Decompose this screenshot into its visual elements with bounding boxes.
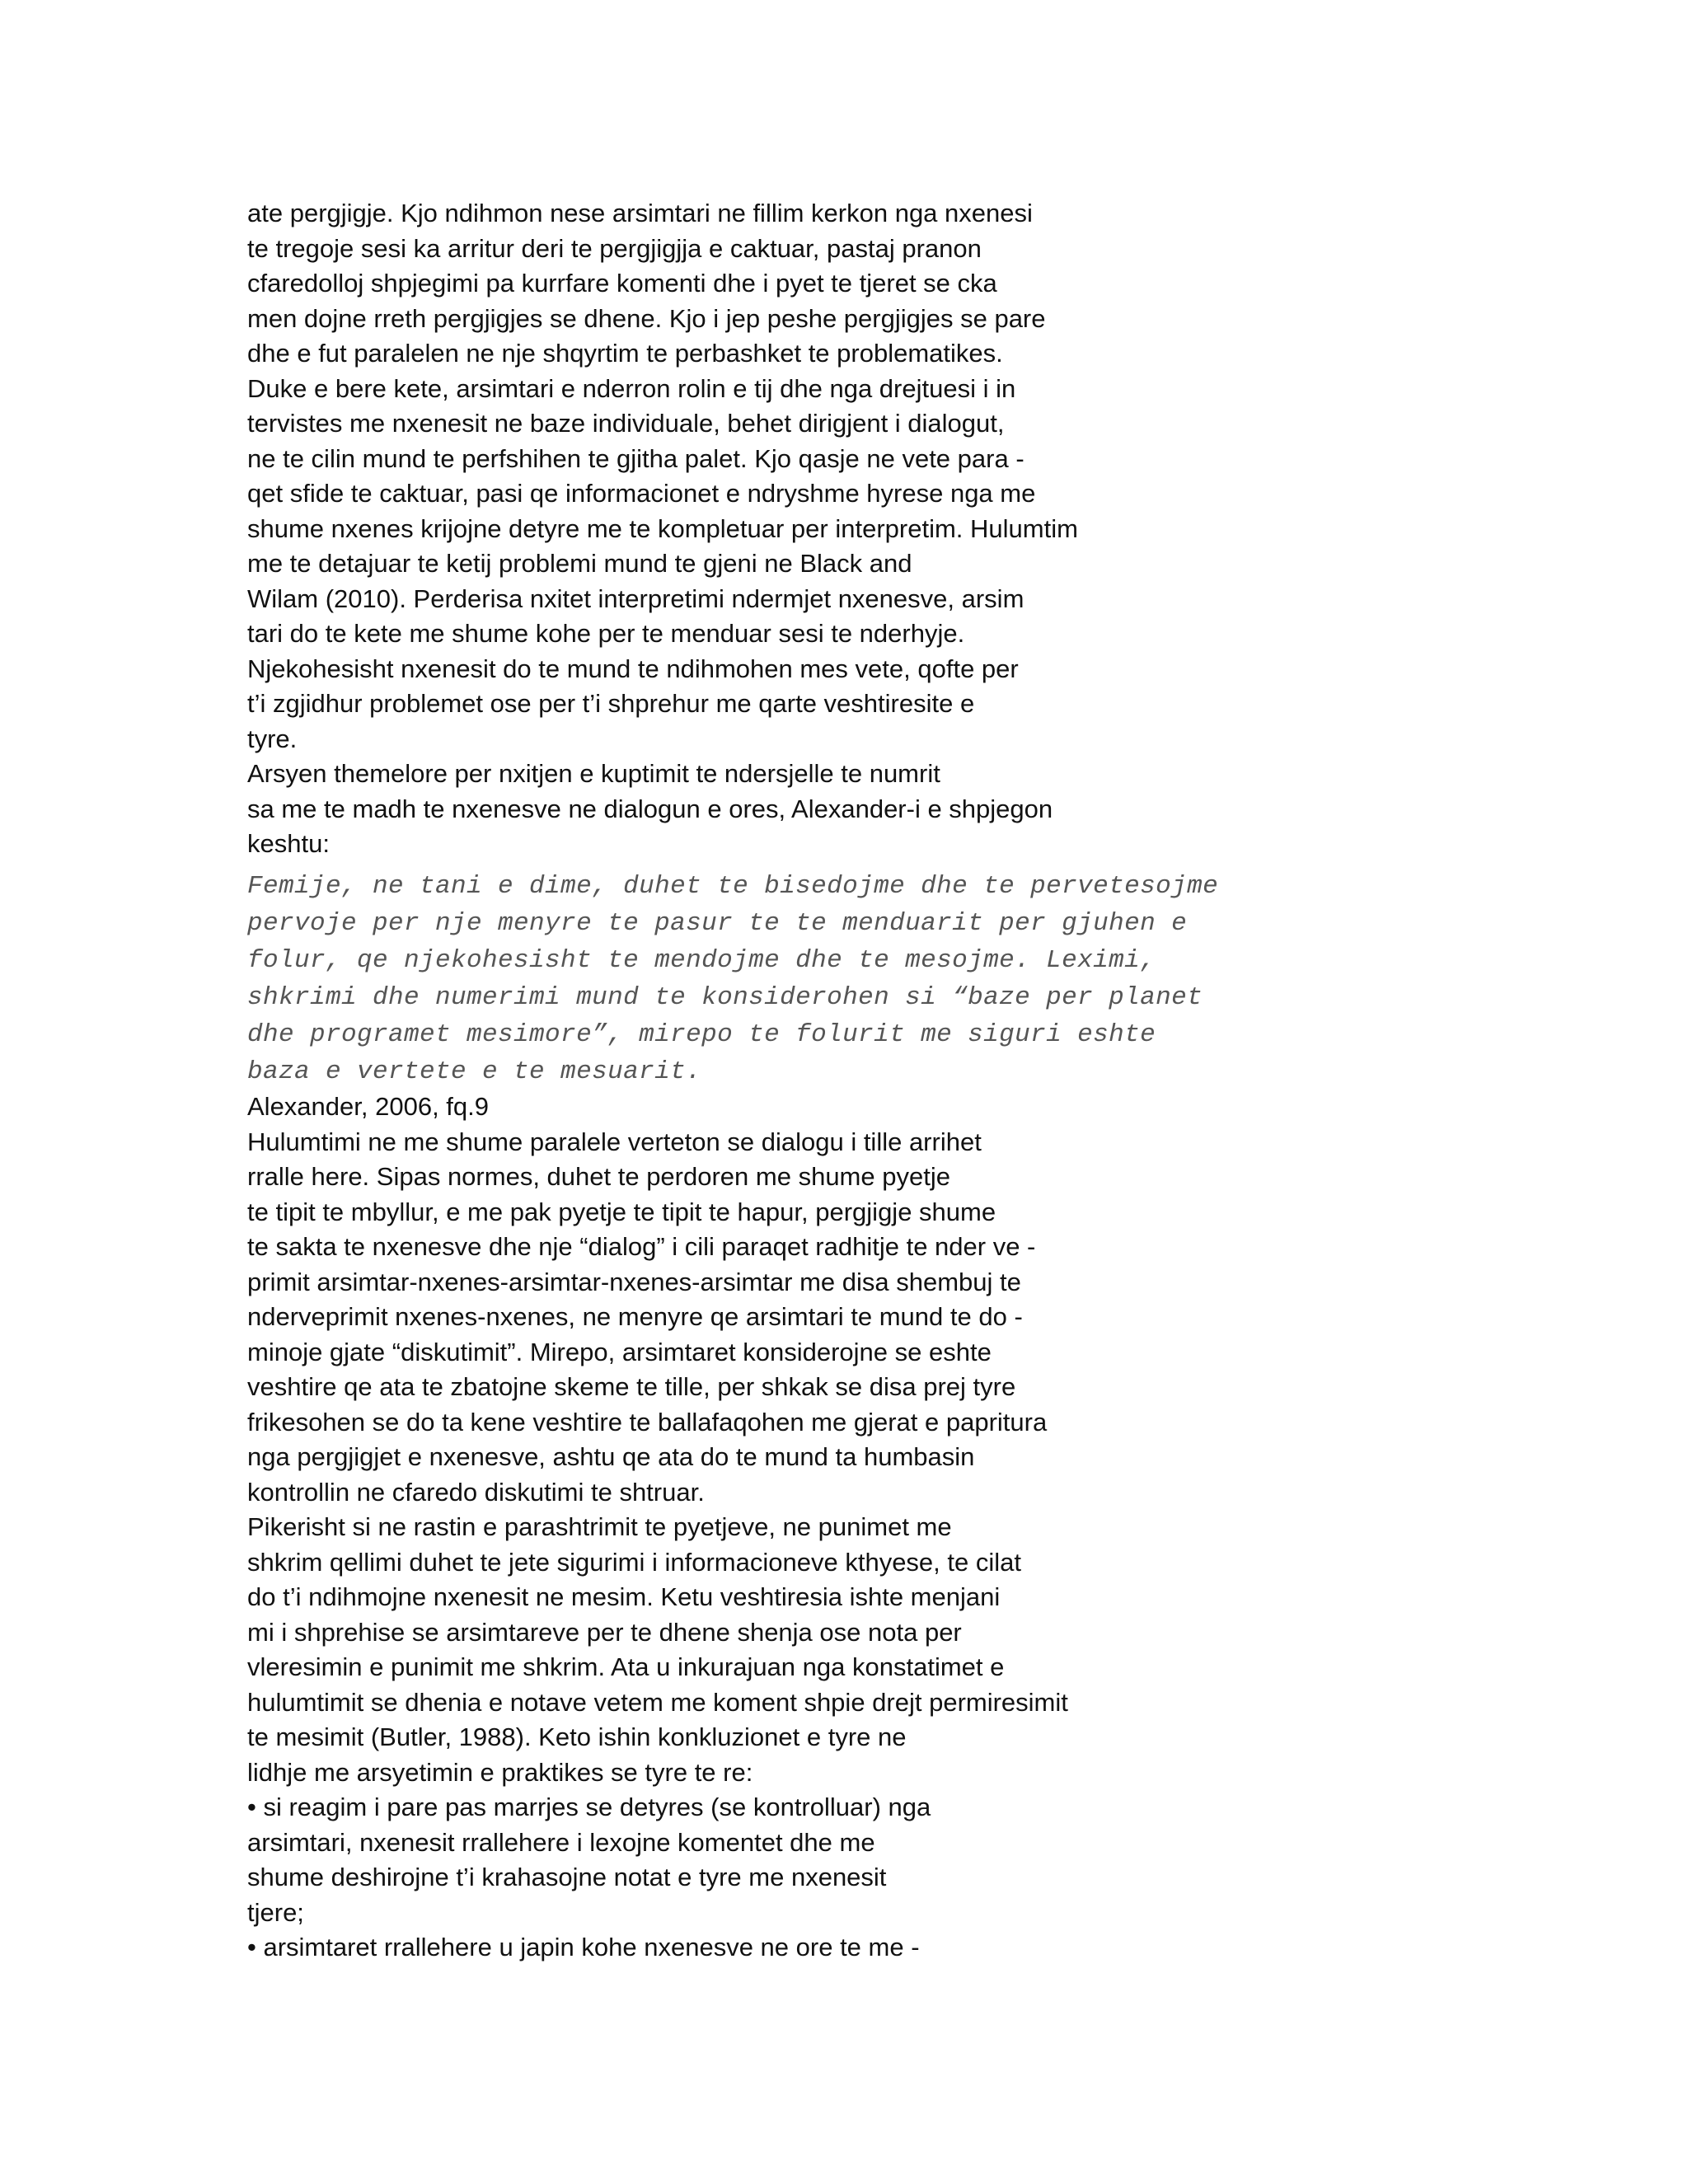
text-line: qet sfide te caktuar, pasi qe informacionet e ndryshme hyrese nga me	[247, 479, 1036, 508]
text-line: rralle here. Sipas normes, duhet te perdoren me shume pyetje	[247, 1162, 950, 1191]
text-line: tervistes me nxenesit ne baze individuale, behet dirigjent i dialogut,	[247, 409, 1005, 438]
text-line: arsimtari, nxenesit rrallehere i lexojne komentet dhe me	[247, 1827, 875, 1857]
text-line: cfaredolloj shpjegimi pa kurrfare komenti dhe i pyet te tjeret se cka	[247, 269, 997, 298]
text-line: te tipit te mbyllur, e me pak pyetje te tipit te hapur, pergjigje shume	[247, 1197, 996, 1226]
bullet-item: • si reagim i pare pas marrjes se detyres (se kontrolluar) nga	[247, 1793, 931, 1821]
quote-line: folur, qe njekohesisht te mendojme dhe te mesojme. Leximi,	[247, 946, 1156, 975]
block-quote	[247, 868, 1467, 1090]
text-line: nga pergjigjet e nxenesve, ashtu qe ata do te mund ta humbasin	[247, 1442, 975, 1471]
text-line: Njekohesisht nxenesit do te mund te ndihmohen mes vete, qofte per	[247, 654, 1019, 683]
text-line: Hulumtimi ne me shume paralele verteton se dialogu i tille arrihet	[247, 1127, 982, 1156]
text-line: nderveprimit nxenes-nxenes, ne menyre qe arsimtari te mund te do -	[247, 1302, 1023, 1331]
text-line: lidhje me arsyetimin e praktikes se tyre te re:	[247, 1757, 753, 1787]
text-line: tari do te kete me shume kohe per te menduar sesi te nderhyje.	[247, 619, 965, 648]
citation: Alexander, 2006, fq.9	[247, 1092, 490, 1121]
text-line: ate pergjigje. Kjo ndihmon nese arsimtari ne fillim kerkon nga nxenesi	[247, 199, 1033, 227]
text-line: shkrim qellimi duhet te jete sigurimi i informacioneve kthyese, te cilat	[247, 1547, 1021, 1577]
text-line: tjere;	[247, 1897, 304, 1927]
text-line: tyre.	[247, 724, 298, 753]
text-line: keshtu:	[247, 829, 330, 858]
quote-line: dhe programet mesimore”, mirepo te folurit me siguri eshte	[247, 1020, 1156, 1049]
text-line: Wilam (2010). Perderisa nxitet interpretimi ndermjet nxenesve, arsim	[247, 583, 1025, 613]
bullet-item: • arsimtaret rrallehere u japin kohe nxenesve ne ore te me -	[247, 1933, 920, 1961]
text-line: veshtire qe ata te zbatojne skeme te tille, per shkak se disa prej tyre	[247, 1372, 1016, 1401]
text-line: Arsyen themelore per nxitjen e kuptimit te ndersjelle te numrit	[247, 759, 940, 788]
quote-line: shkrimi dhe numerimi mund te konsiderohen si “baze per planet	[247, 983, 1203, 1012]
text-line: frikesohen se do ta kene veshtire te ballafaqohen me gjerat e papritura	[247, 1407, 1048, 1436]
text-line: vleresimin e punimit me shkrim. Ata u inkurajuan nga konstatimet e	[247, 1652, 1005, 1681]
text-line: kontrollin ne cfaredo diskutimi te shtruar.	[247, 1477, 705, 1507]
text-line: sa me te madh te nxenesve ne dialogun e ores, Alexander-i e shpjegon	[247, 794, 1053, 823]
text-line: men dojne rreth pergjigjes se dhene. Kjo i jep peshe pergjigjes se pare	[247, 303, 1046, 333]
text-line: me te detajuar te ketij problemi mund te gjeni ne Black and	[247, 549, 912, 578]
paragraph-block-1	[247, 196, 1467, 862]
text-line: ne te cilin mund te perfshihen te gjitha palet. Kjo qasje ne vete para -	[247, 443, 1025, 473]
text-line: te mesimit (Butler, 1988). Keto ishin konkluzionet e tyre ne	[247, 1722, 907, 1751]
text-line: mi i shprehise se arsimtareve per te dhene shenja ose nota per	[247, 1617, 962, 1647]
paragraph-block-2	[247, 1090, 1467, 1966]
text-line: hulumtimit se dhenia e notave vetem me koment shpie drejt permiresimit	[247, 1687, 1068, 1717]
quote-line: pervoje per nje menyre te pasur te te menduarit per gjuhen e	[247, 909, 1188, 938]
text-line: t’i zgjidhur problemet ose per t’i shprehur me qarte veshtiresite e	[247, 689, 975, 718]
text-line: dhe e fut paralelen ne nje shqyrtim te perbashket te problematikes.	[247, 339, 1003, 368]
text-line: Duke e bere kete, arsimtari e nderron rolin e tij dhe nga drejtuesi i in	[247, 373, 1016, 403]
text-line: te sakta te nxenesve dhe nje “dialog” i cili paraqet radhitje te nder ve -	[247, 1232, 1036, 1261]
text-line: shume nxenes krijojne detyre me te kompletuar per interpretim. Hulumtim	[247, 513, 1078, 543]
text-line: minoje gjate “diskutimit”. Mirepo, arsimtaret konsiderojne se eshte	[247, 1337, 992, 1366]
text-line: te tregoje sesi ka arritur deri te pergjigjja e caktuar, pastaj pranon	[247, 233, 982, 263]
text-line: do t’i ndihmojne nxenesit ne mesim. Ketu veshtiresia ishte menjani	[247, 1582, 1001, 1611]
text-line: shume deshirojne t’i krahasojne notat e tyre me nxenesit	[247, 1863, 887, 1891]
text-line: Pikerisht si ne rastin e parashtrimit te pyetjeve, ne punimet me	[247, 1512, 952, 1541]
quote-line: Femije, ne tani e dime, duhet te bisedojme dhe te pervetesojme	[247, 872, 1219, 901]
text-line: primit arsimtar-nxenes-arsimtar-nxenes-arsimtar me disa shembuj te	[247, 1267, 1021, 1296]
quote-line: baza e vertete e te mesuarit.	[247, 1057, 702, 1086]
